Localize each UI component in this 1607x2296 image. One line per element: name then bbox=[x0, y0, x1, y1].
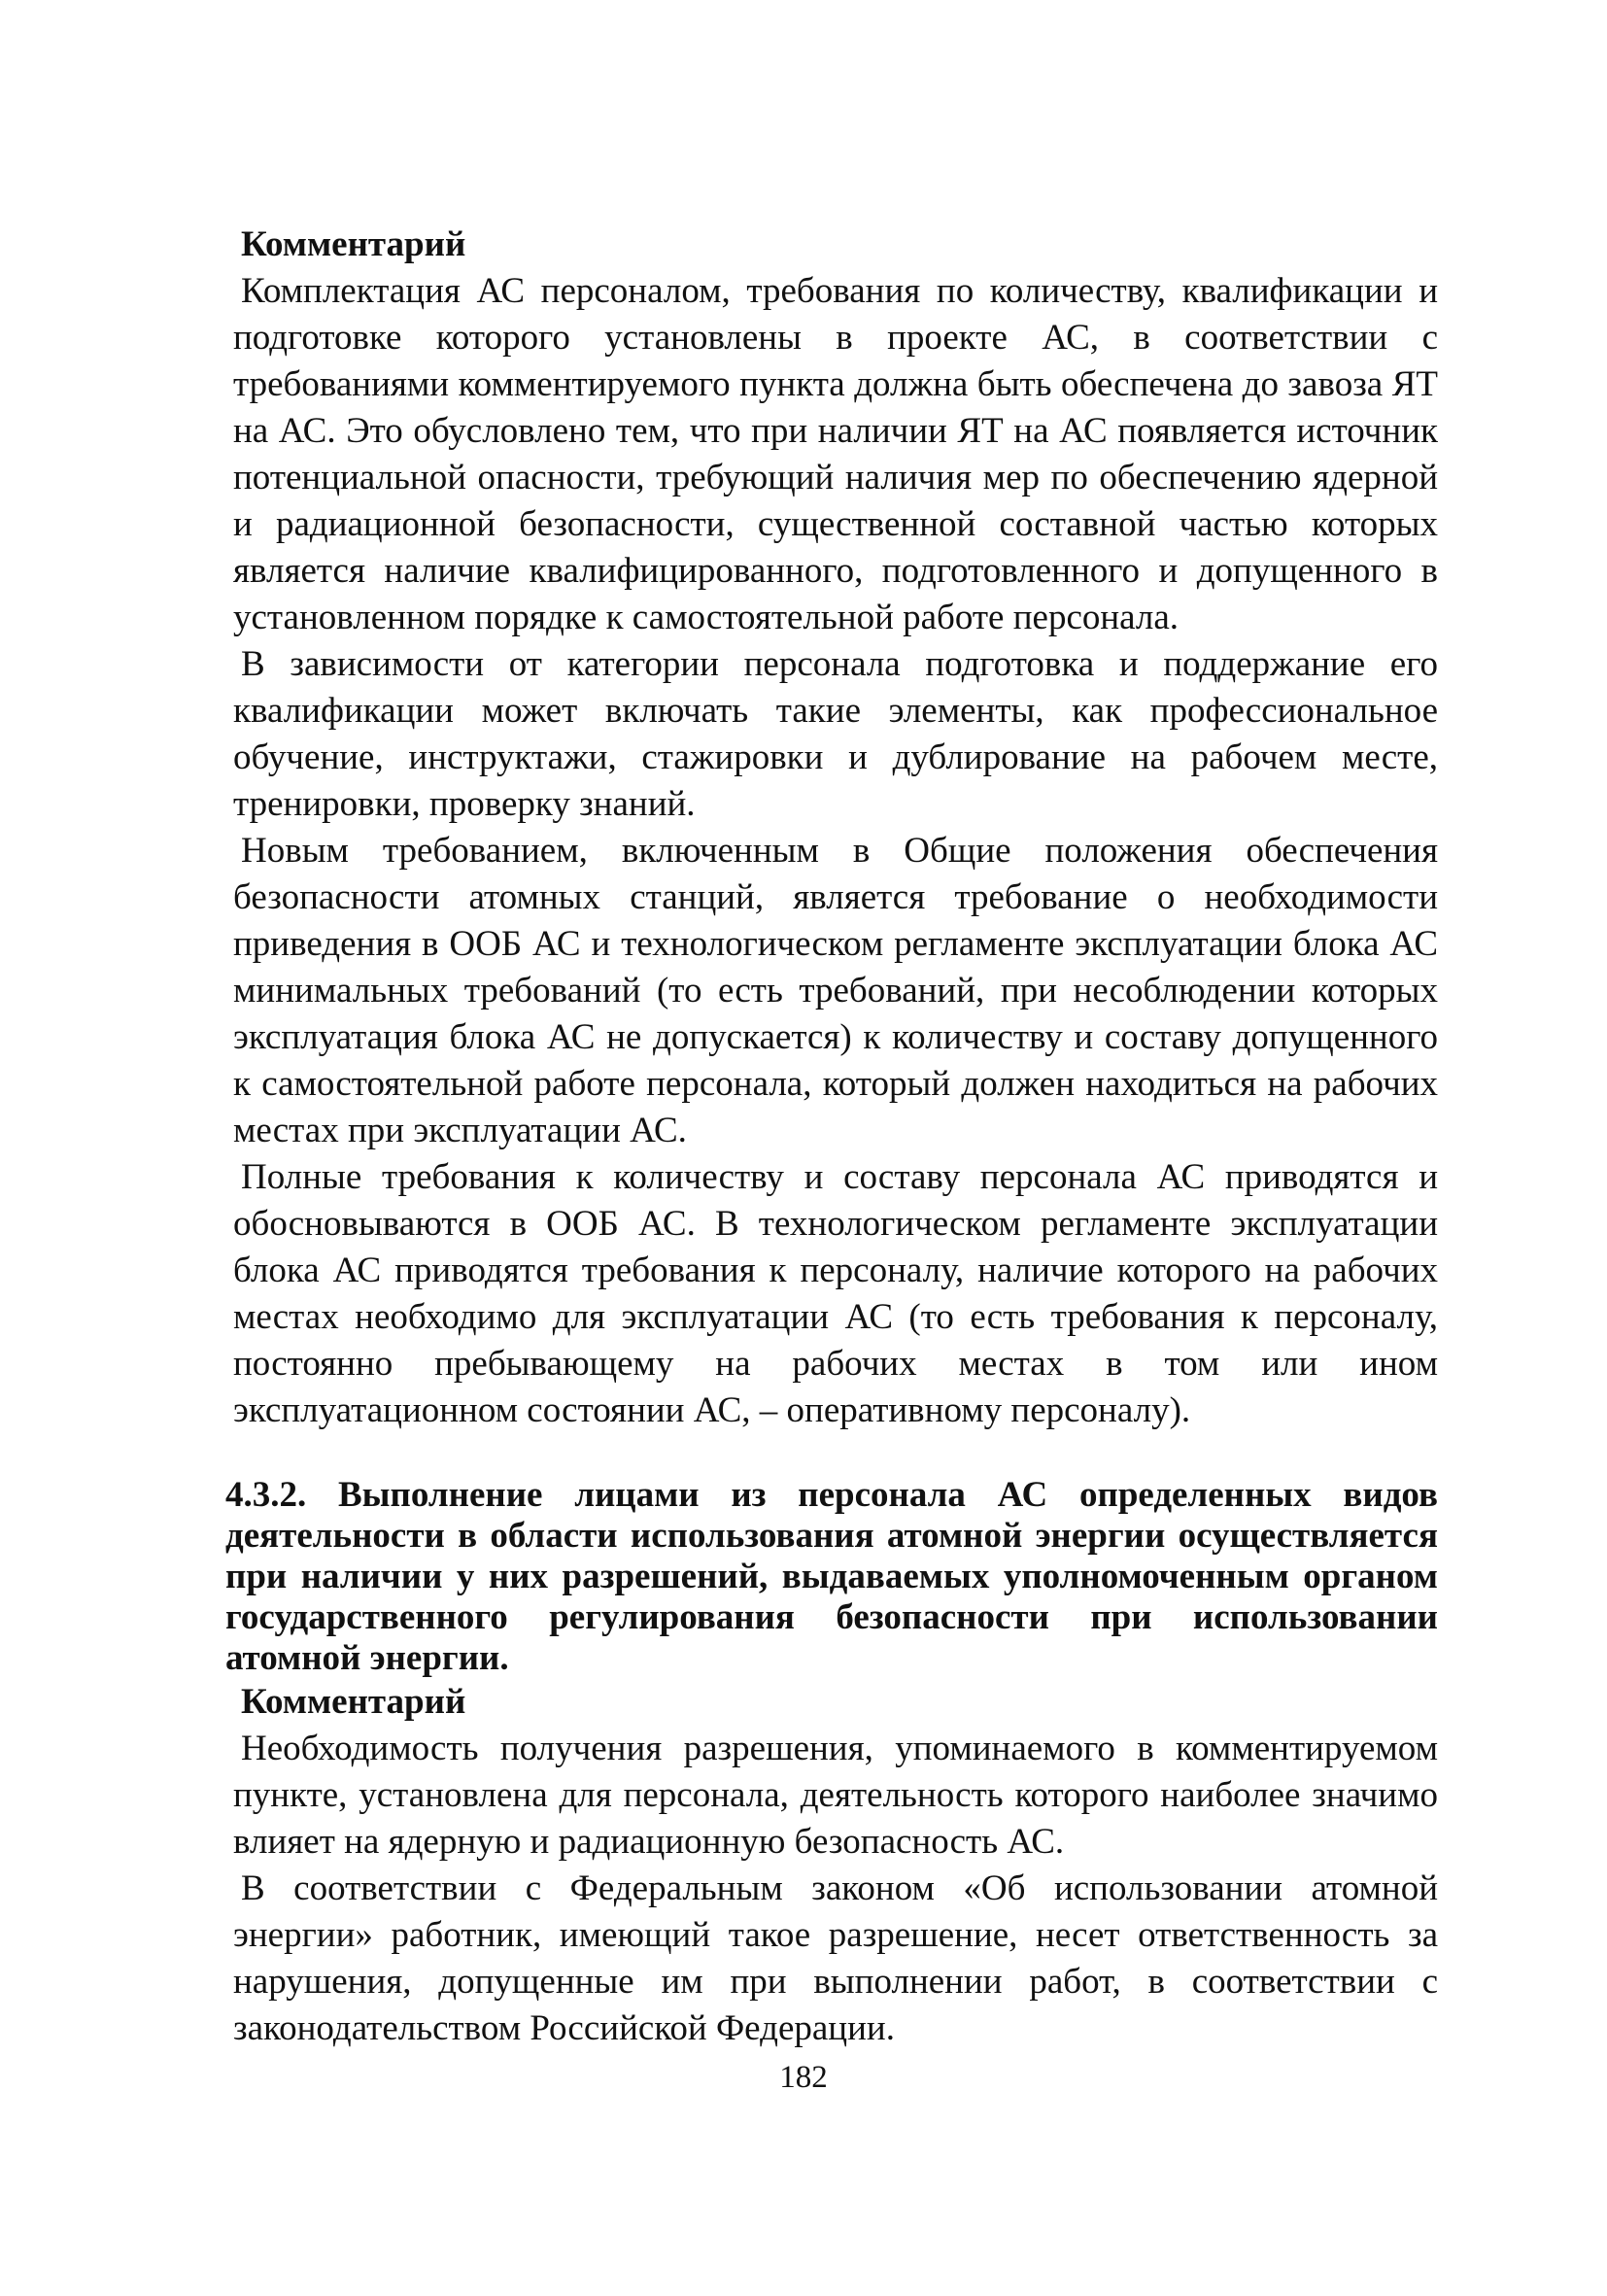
comment-heading: Комментарий bbox=[241, 224, 466, 264]
comment-paragraph: Комплектация АС персоналом, требования по количеству, квалификации и подготовке которого установлены в проекте АС, в соответствии с требованиями комментируемого пункта должна быть обеспечена до завоза ЯТ на АС. Это обусловлено тем, что при наличии ЯТ на АС появляется источник потенциальной опасности, требующий наличия мер по обеспечению ядерной и радиационной безопасности, существенной составной частью которых является наличие квалифицированного, подготовленного и допущенного в установленном порядке к самостоятельной работе персонала. bbox=[233, 271, 1438, 637]
comment-paragraph: Полные требования к количеству и составу персонала АС приводятся и обосновываются в ООБ АС. В технологическом регламенте эксплуатации блока АС приводятся требования к персоналу, наличие которого на рабочих местах необходимо для эксплуатации АС (то есть требования к персоналу, постоянно пребывающему на рабочих местах в том или ином эксплуатационном состоянии АС, – оперативному персоналу). bbox=[233, 1157, 1438, 1430]
page-number: 182 bbox=[779, 2060, 828, 2095]
comment-paragraph: Необходимость получения разрешения, упоминаемого в комментируемом пункте, установлена для персонала, деятельность которого наиболее значимо влияет на ядерную и радиационную безопасность АС. bbox=[233, 1729, 1438, 1862]
comment-heading: Комментарий bbox=[241, 1682, 466, 1722]
comment-paragraph: Новым требованием, включенным в Общие положения обеспечения безопасности атомных станций, является требование о необходимости приведения в ООБ АС и технологическом регламенте эксплуатации блока АС минимальных требований (то есть требований, при несоблюдении которых эксплуатация блока АС не допускается) к количеству и составу допущенного к самостоятельной работе персонала, который должен находиться на рабочих местах при эксплуатации АС. bbox=[233, 831, 1438, 1150]
comment-paragraph: В соответствии с Федеральным законом «Об использовании атомной энергии» работник, имеющий такое разрешение, несет ответственность за нарушения, допущенные им при выполнении работ, в соответствии с законодательством Российской Федерации. bbox=[233, 1868, 1438, 2048]
document-page bbox=[225, 222, 1438, 2052]
comment-paragraph: В зависимости от категории персонала подготовка и поддержание его квалификации может включать такие элементы, как профессиональное обучение, инструктажи, стажировки и дублирование на рабочем месте, тренировки, проверку знаний. bbox=[233, 644, 1438, 824]
section-title: 4.3.2. Выполнение лицами из персонала АС определенных видов деятельности в области использования атомной энергии осуществляется при наличии у них разрешений, выдаваемых уполномоченным органом государственного регулирования безопасности при использовании атомной энергии. bbox=[225, 1475, 1438, 1678]
